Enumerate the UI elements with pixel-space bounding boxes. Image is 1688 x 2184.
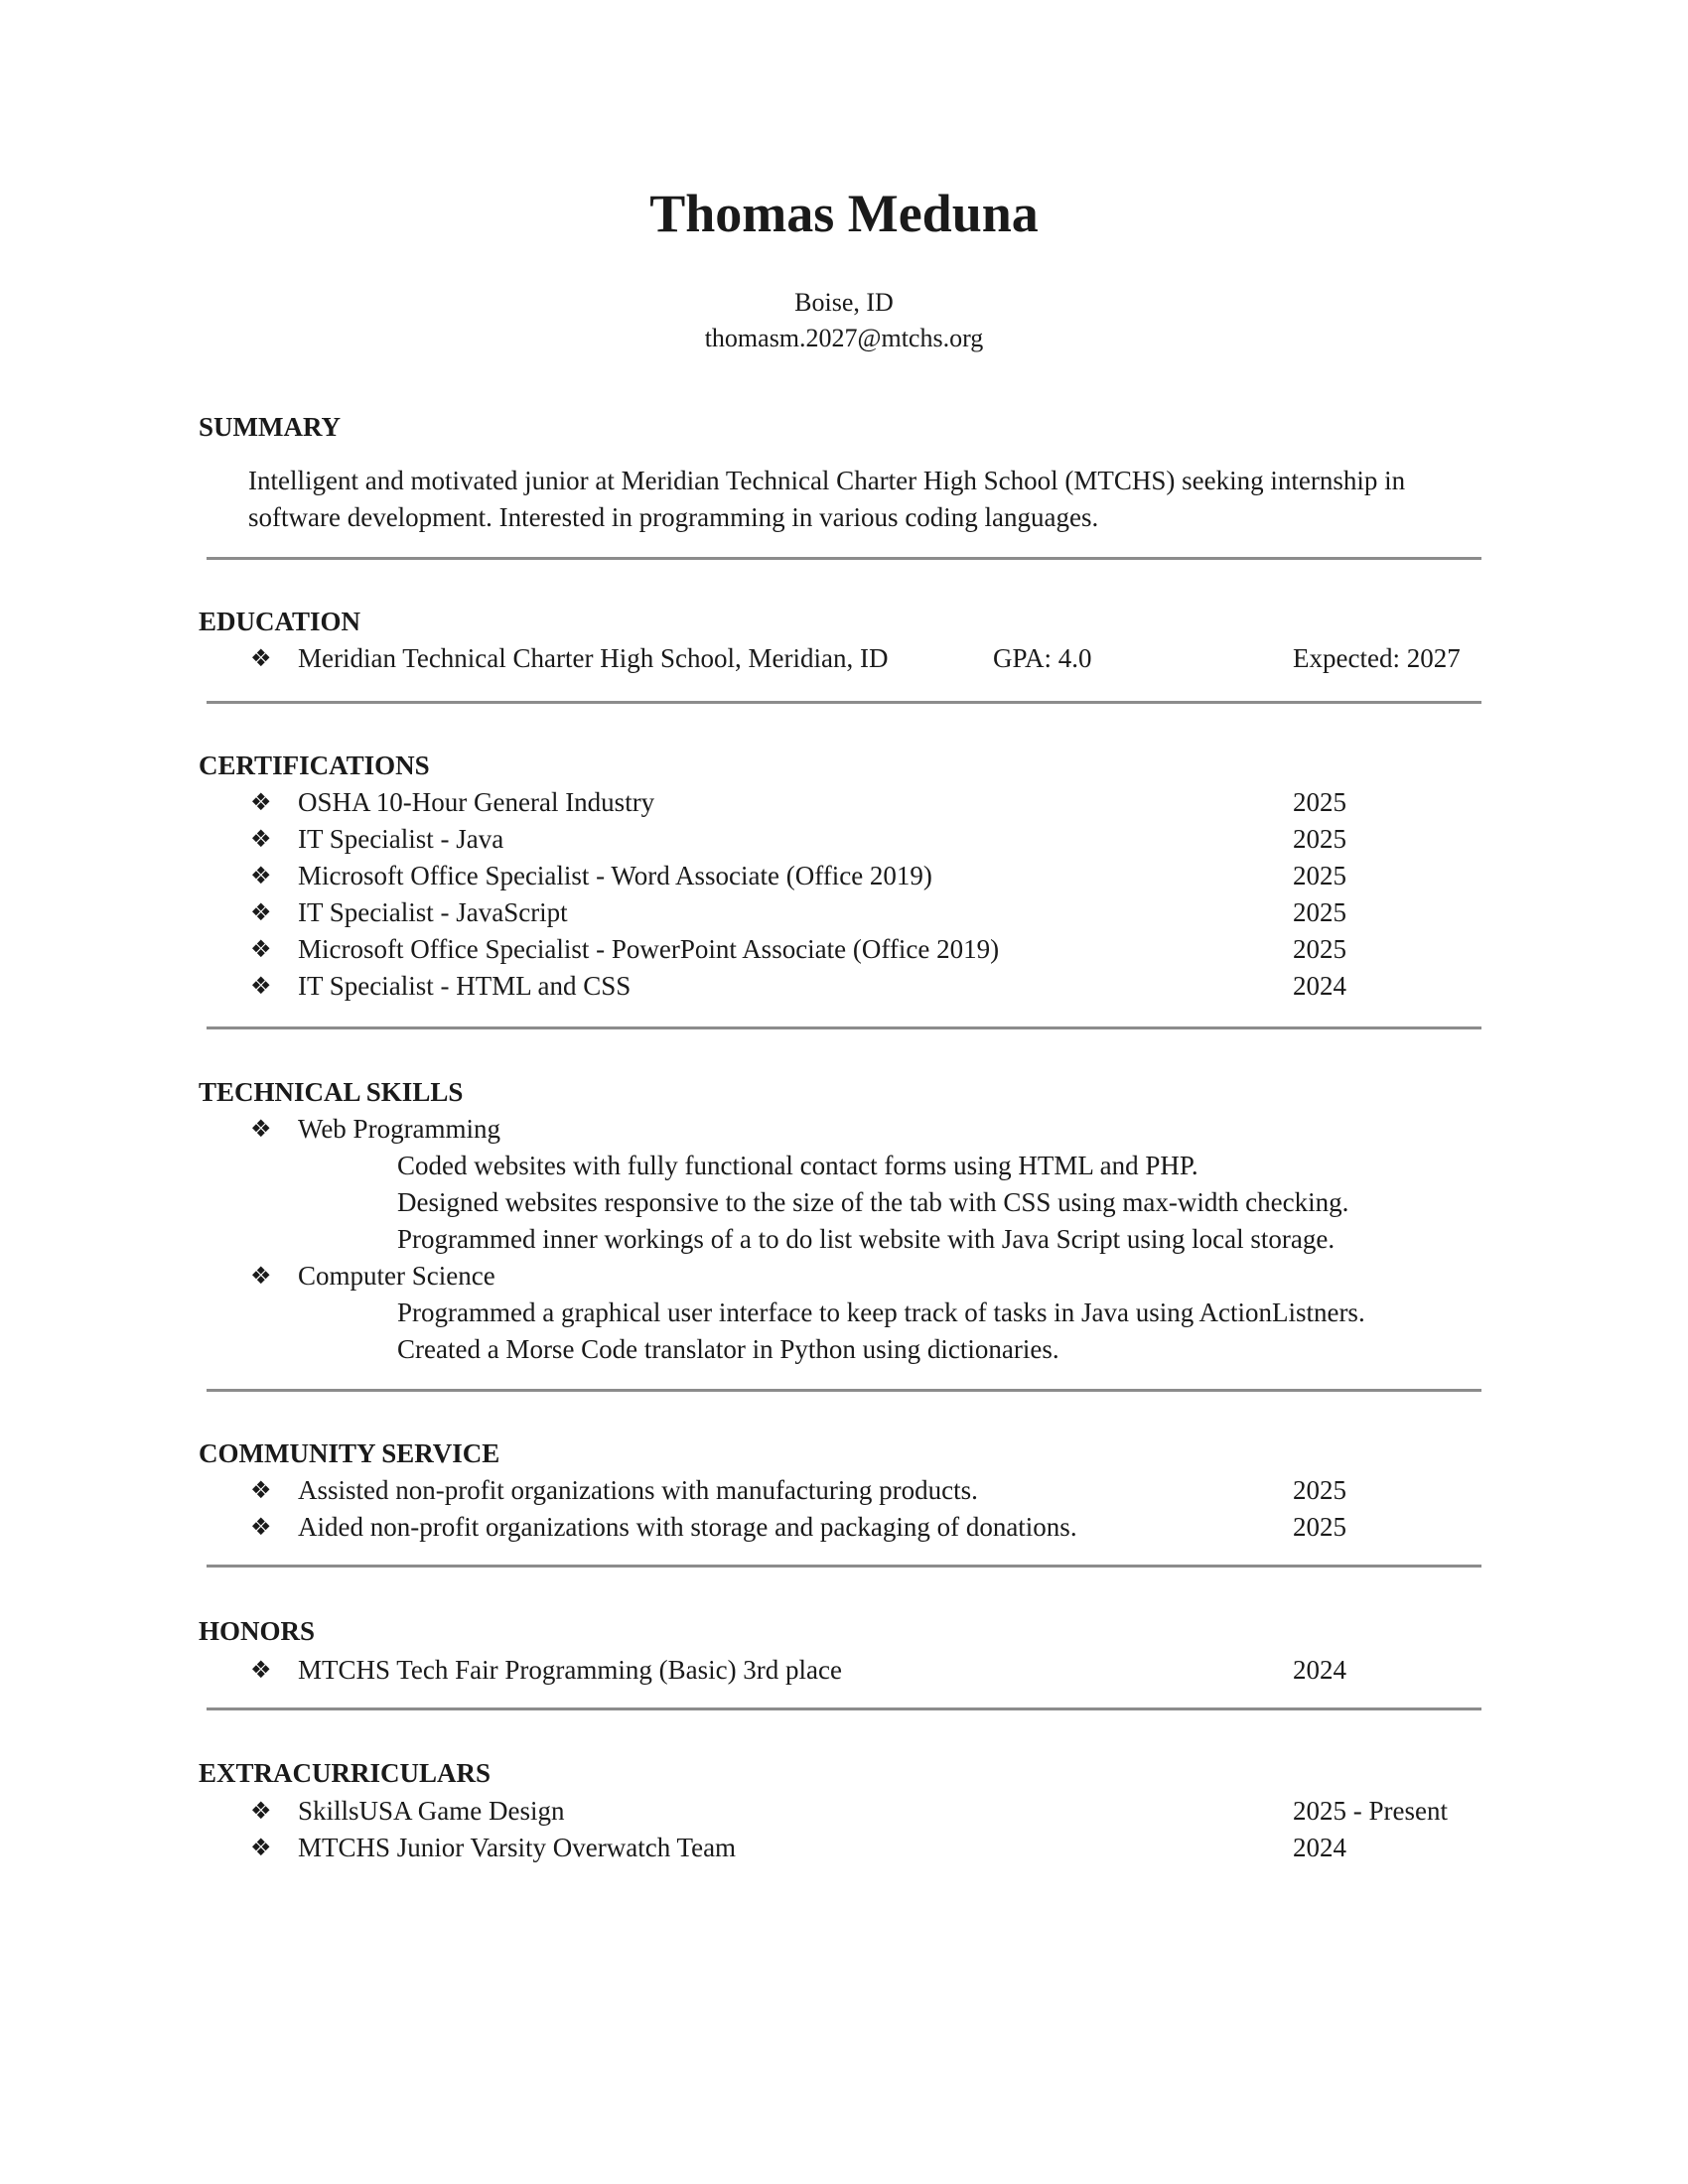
summary-text: Intelligent and motivated junior at Meridian Technical Charter High School (MTCHS) seeking internship in software development. Interested in programming in various coding languages.: [248, 466, 1406, 532]
section-title-summary: SUMMARY: [199, 412, 342, 442]
skill-detail: Coded websites with fully functional contact forms using HTML and PHP.: [397, 1151, 1198, 1180]
honor-year: 2024: [1293, 1655, 1346, 1685]
bullet-icon: ❖: [250, 1513, 272, 1541]
certification-year: 2025: [1293, 824, 1346, 854]
certification-name: IT Specialist - JavaScript: [298, 897, 568, 927]
bullet-icon: ❖: [250, 1834, 272, 1861]
skill-detail: Created a Morse Code translator in Python using dictionaries.: [397, 1334, 1059, 1364]
certification-year: 2025: [1293, 787, 1346, 817]
activity-name: MTCHS Junior Varsity Overwatch Team: [298, 1833, 737, 1862]
section-divider: [207, 1389, 1481, 1392]
bullet-icon: ❖: [250, 644, 272, 672]
school-name: Meridian Technical Charter High School, Meridian, ID: [298, 643, 889, 673]
certification-name: IT Specialist - HTML and CSS: [298, 971, 632, 1001]
bullet-icon: ❖: [250, 862, 272, 889]
certification-year: 2025: [1293, 897, 1346, 927]
section-title-technical-skills: TECHNICAL SKILLS: [199, 1077, 464, 1107]
skill-group-name: Computer Science: [298, 1261, 495, 1291]
certification-name: Microsoft Office Specialist - Word Associate (Office 2019): [298, 861, 932, 890]
bullet-icon: ❖: [250, 825, 272, 853]
honor-name: MTCHS Tech Fair Programming (Basic) 3rd place: [298, 1655, 843, 1685]
activity-name: SkillsUSA Game Design: [298, 1796, 565, 1826]
service-year: 2025: [1293, 1512, 1346, 1542]
service-name: Aided non-profit organizations with storage and packaging of donations.: [298, 1512, 1077, 1542]
skill-detail: Programmed a graphical user interface to keep track of tasks in Java using ActionListners.: [397, 1297, 1365, 1327]
certification-year: 2024: [1293, 971, 1346, 1001]
bullet-icon: ❖: [250, 935, 272, 963]
section-divider: [207, 1565, 1481, 1568]
section-divider: [207, 1026, 1481, 1029]
bullet-icon: ❖: [250, 1797, 272, 1825]
activity-year: 2025 - Present: [1293, 1796, 1448, 1826]
service-year: 2025: [1293, 1475, 1346, 1505]
section-title-honors: HONORS: [199, 1616, 316, 1646]
email: thomasm.2027@mtchs.org: [704, 324, 984, 352]
section-title-certifications: CERTIFICATIONS: [199, 751, 430, 780]
certification-year: 2025: [1293, 934, 1346, 964]
section-divider: [207, 557, 1481, 560]
section-divider: [207, 1707, 1481, 1710]
skill-detail: Designed websites responsive to the size of the tab with CSS using max-width checking.: [397, 1187, 1349, 1217]
bullet-icon: ❖: [250, 898, 272, 926]
bullet-icon: ❖: [250, 1656, 272, 1684]
certification-year: 2025: [1293, 861, 1346, 890]
certification-name: Microsoft Office Specialist - PowerPoint Associate (Office 2019): [298, 934, 1000, 964]
service-name: Assisted non-profit organizations with manufacturing products.: [298, 1475, 978, 1505]
certification-name: OSHA 10-Hour General Industry: [298, 787, 655, 817]
resume-name: Thomas Meduna: [649, 184, 1039, 243]
expected-graduation: Expected: 2027: [1293, 643, 1461, 673]
bullet-icon: ❖: [250, 1115, 272, 1143]
activity-year: 2024: [1293, 1833, 1346, 1862]
location: Boise, ID: [794, 288, 894, 317]
skill-detail: Programmed inner workings of a to do list website with Java Script using local storage.: [397, 1224, 1336, 1254]
certification-name: IT Specialist - Java: [298, 824, 504, 854]
section-title-extracurriculars: EXTRACURRICULARS: [199, 1758, 492, 1788]
bullet-icon: ❖: [250, 1476, 272, 1504]
bullet-icon: ❖: [250, 788, 272, 816]
section-title-education: EDUCATION: [199, 607, 361, 636]
skill-group-name: Web Programming: [298, 1114, 501, 1144]
bullet-icon: ❖: [250, 972, 272, 1000]
section-divider: [207, 701, 1481, 704]
bullet-icon: ❖: [250, 1262, 272, 1290]
gpa: GPA: 4.0: [993, 643, 1092, 673]
section-title-community-service: COMMUNITY SERVICE: [199, 1438, 500, 1468]
